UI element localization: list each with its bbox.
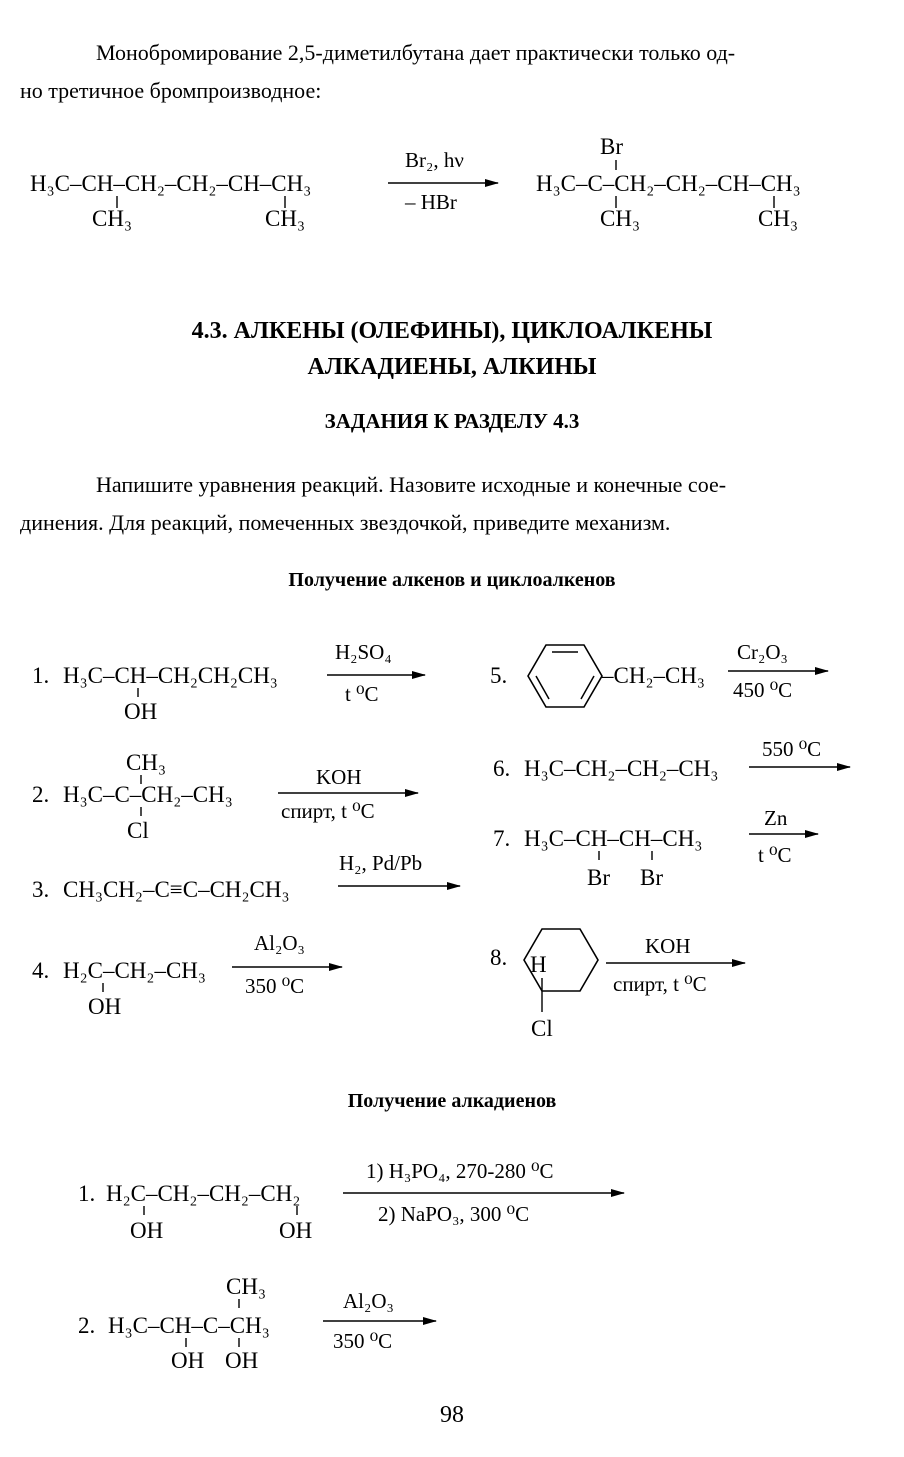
section-title-line-2: АЛКАДИЕНЫ, АЛКИНЫ <box>307 354 597 380</box>
alkene-reaction-3 <box>32 851 460 902</box>
alkene-reaction-1 <box>32 640 425 724</box>
reagent-bottom: t ⁰C <box>758 843 792 867</box>
substituent: Cl <box>531 1016 553 1041</box>
alkene-reaction-4 <box>32 931 342 1019</box>
bromination-byproduct: – HBr <box>405 190 457 214</box>
product-methyl-2: CH₃ <box>758 206 798 231</box>
reaction-number: 1. <box>78 1181 96 1206</box>
reactant-formula: –CH₂–CH₃ <box>602 663 705 688</box>
ring-hydrogen: H <box>530 952 547 977</box>
reaction-number: 8. <box>490 945 508 970</box>
reagent-top: H₂SO₄ <box>335 640 392 664</box>
substituent: OH <box>171 1348 205 1373</box>
substituent: OH <box>225 1348 259 1373</box>
reagent-top: KOH <box>316 765 362 789</box>
product-methyl-1: CH₃ <box>600 206 640 231</box>
tasks-title: ЗАДАНИЯ К РАЗДЕЛУ 4.3 <box>324 409 580 433</box>
reaction-number: 3. <box>32 877 50 902</box>
benzene-double-bond <box>581 676 594 699</box>
benzene-ring-icon <box>528 645 602 707</box>
top-substituent: CH₃ <box>226 1274 266 1299</box>
substituent: OH <box>124 699 158 724</box>
product-bromine: Br <box>600 134 623 159</box>
reaction-number: 4. <box>32 958 50 983</box>
alkadiene-reaction-2 <box>78 1274 436 1373</box>
substituent: OH <box>130 1218 164 1243</box>
alkene-reaction-8 <box>490 929 745 1041</box>
intro-text: Монобромирование 2,5-диметилбутана дает практически только од- <box>96 40 736 65</box>
reagent-bottom: спирт, t ⁰C <box>281 799 375 823</box>
reagent-top: H₂, Pd/Pb <box>339 851 423 875</box>
reagent-top: Al₂O₃ <box>254 931 305 955</box>
reagent-bottom: 450 ⁰C <box>733 678 793 702</box>
reaction-number: 6. <box>493 756 511 781</box>
page-number: 98 <box>440 1402 464 1428</box>
reagent-top: Zn <box>764 806 788 830</box>
bromination-reactant: H₃C–CH–CH₂–CH₂–CH–CH₃ <box>30 171 312 196</box>
reactant-formula: H₃C–CH–CH₂CH₂CH₃ <box>63 663 278 688</box>
alkene-reaction-7 <box>493 806 818 890</box>
reagent-top: 1) H₃PO₄, 270-280 ⁰C <box>366 1159 554 1183</box>
reaction-number: 2. <box>78 1313 96 1338</box>
reagent-top: KOH <box>645 934 691 958</box>
reactant-methyl-1: CH₃ <box>92 206 132 231</box>
reagent-top: 550 ⁰C <box>762 737 822 761</box>
alkadienes-subtitle: Получение алкадиенов <box>347 1090 557 1112</box>
section-title <box>0 313 904 385</box>
reagent-bottom: 2) NaPO₃, 300 ⁰C <box>378 1202 530 1226</box>
reagent-bottom: 350 ⁰C <box>245 974 305 998</box>
reagent-top: Al₂O₃ <box>343 1289 394 1313</box>
instructions-text: Напишите уравнения реакций. Назовите исходные и конечные сое- <box>96 472 727 497</box>
reagent-bottom: t ⁰C <box>345 682 379 706</box>
reactant-formula: H₃C–C–CH₂–CH₃ <box>63 782 233 807</box>
reagent-bottom: спирт, t ⁰C <box>613 972 707 996</box>
substituent: Cl <box>127 818 149 843</box>
bromination-product: H₃C–C–CH₂–CH₂–CH–CH₃ <box>536 171 801 196</box>
alkenes-subtitle: Получение алкенов и циклоалкенов <box>288 569 616 591</box>
bromination-reaction <box>30 134 801 231</box>
alkene-reaction-2 <box>32 750 418 843</box>
alkadiene-reaction-1 <box>78 1159 624 1243</box>
reaction-number: 5. <box>490 663 508 688</box>
reactant-formula: CH₃CH₂–C≡C–CH₂CH₃ <box>63 877 290 902</box>
reaction-number: 1. <box>32 663 50 688</box>
reagent-top: Cr₂O₃ <box>737 640 788 664</box>
intro-text-end: но третичное бромпроизводное: <box>20 78 322 103</box>
reactant-formula: H₂C–CH₂–CH₃ <box>63 958 206 983</box>
benzene-double-bond <box>536 676 549 699</box>
instructions-paragraph <box>20 466 864 542</box>
reactant-formula: H₃C–CH–C–CH₃ <box>108 1313 270 1338</box>
reaction-number: 2. <box>32 782 50 807</box>
section-title-line-1: 4.3. АЛКЕНЫ (ОЛЕФИНЫ), ЦИКЛОАЛКЕНЫ <box>191 318 713 344</box>
reactant-methyl-2: CH₃ <box>265 206 305 231</box>
alkene-reaction-6 <box>493 737 850 781</box>
reagent-bottom: 350 ⁰C <box>333 1329 393 1353</box>
bromination-reagent: Br₂, hν <box>405 148 464 172</box>
substituent: OH <box>88 994 122 1019</box>
substituent: OH <box>279 1218 313 1243</box>
substituent: Br <box>640 865 663 890</box>
top-substituent: CH₃ <box>126 750 166 775</box>
alkene-reaction-5 <box>490 640 828 707</box>
substituent: Br <box>587 865 610 890</box>
reactant-formula: H₃C–CH₂–CH₂–CH₃ <box>524 756 719 781</box>
reactant-formula: H₃C–CH–CH–CH₃ <box>524 826 703 851</box>
reactant-formula: H₂C–CH₂–CH₂–CH₂ <box>106 1181 301 1206</box>
instructions-text-end: динения. Для реакций, помеченных звездочкой, приведите механизм. <box>20 510 671 535</box>
reaction-number: 7. <box>493 826 511 851</box>
